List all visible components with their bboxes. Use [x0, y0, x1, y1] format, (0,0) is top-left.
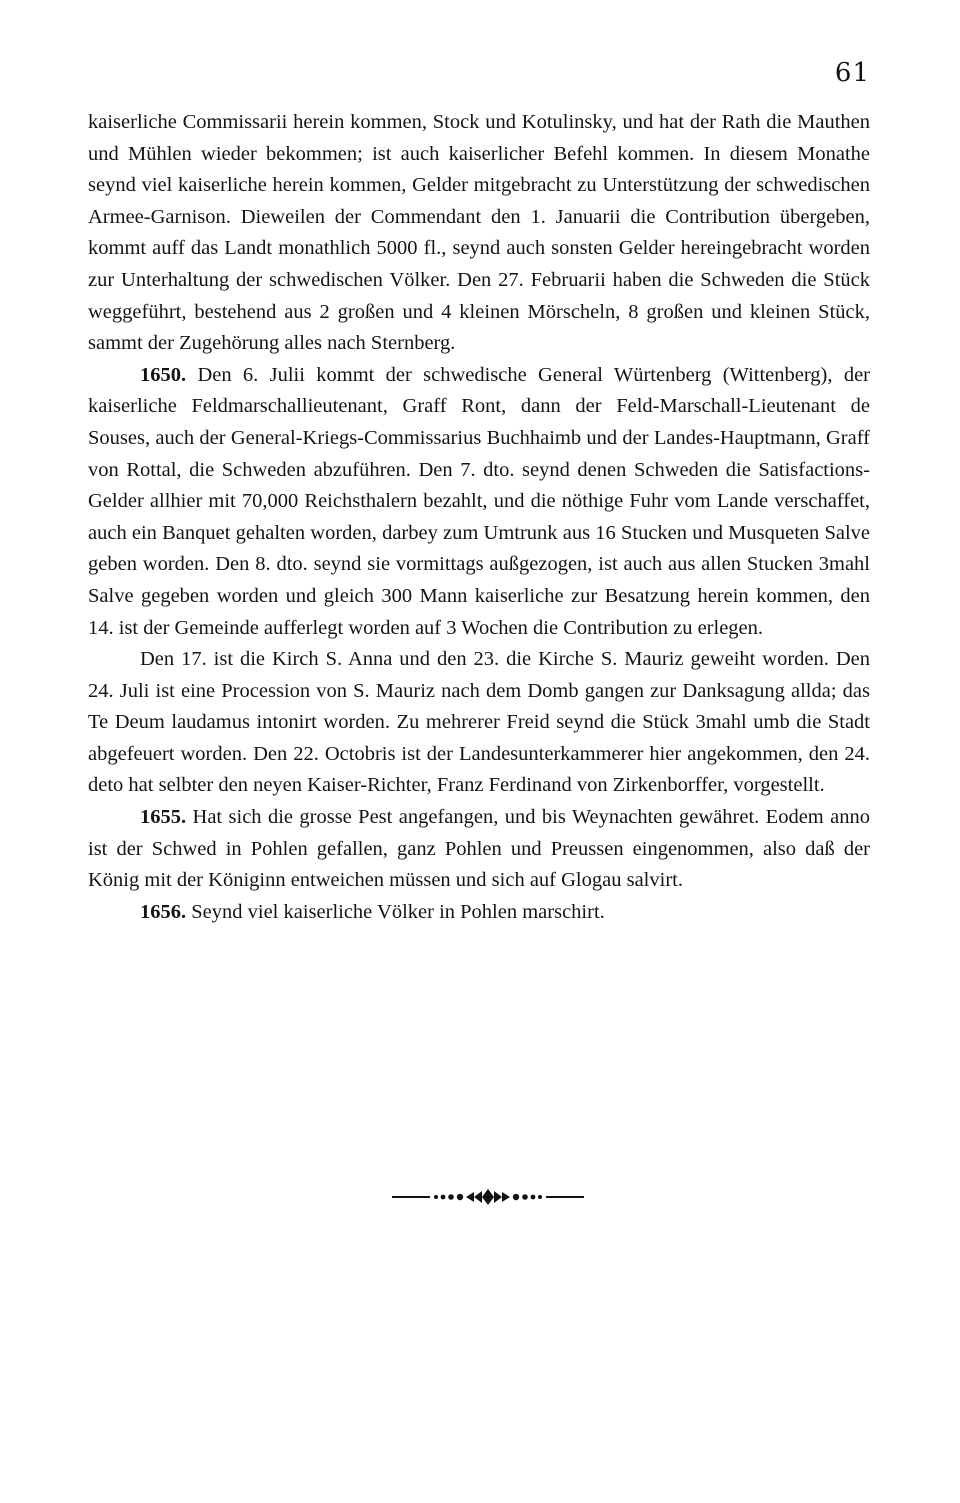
paragraph-text: Seynd viel kaiserliche Völker in Pohlen marschirt.: [191, 900, 605, 923]
page-number: 61: [834, 58, 870, 88]
paragraph: [88, 802, 870, 897]
paragraph-text: Den 17. ist die Kirch S. Anna und den 23. die Kirche S. Mauriz geweiht worden. Den 24. Juli ist eine Procession von S. Mauriz nach dem Domb gangen zur Danksagung allda; das Te Deum laudamus intonirt worden. Zu mehrerer Freid seynd die Stück 3mahl umb die Stadt abgefeuert worden. Den 22. Octobris ist der Landesunterkammerer hier angekommen, den 24. deto hat selbter den neyen Kaiser-Richter, Franz Ferdinand von Zirkenborffer, vorgestellt.: [88, 648, 870, 797]
paragraph: [88, 644, 870, 802]
paragraph: [88, 897, 870, 929]
body-text: [88, 107, 870, 928]
decorative-rule-icon: [390, 1187, 586, 1207]
paragraph-text: Den 6. Julii kommt der schwedische General Würtenberg (Wittenberg), der kaiserliche Feldmarschallieutenant, Graff Ront, dann der Feld-Marschall-Lieutenant de Souses, auch der General-Kriegs-Commissarius Buchhaimb und der Landes-Hauptmann, Graff von Rottal, die Schweden abzuführen. Den 7. dto. seynd denen Schweden die Satisfactions-Gelder allhier mit 70,000 Reichsthalern bezahlt, und die nöthige Fuhr vom Lande verschaffet, auch ein Banquet gehalten worden, darbey zum Umtrunk aus 16 Stucken und Musqueten Salve geben worden. Den 8. dto. seynd sie vormittags außgezogen, ist auch aus allen Stucken 3mahl Salve gegeben worden und gleich 300 Mann kaiserliche zur Besatzung herein kommen, den 14. ist der Gemeinde aufferlegt worden auf 3 Wochen die Contribution zu erlegen.: [88, 363, 871, 639]
year-heading: 1655.: [140, 806, 187, 829]
paragraph-text: kaiserliche Commissarii herein kommen, Stock und Kotulinsky, und hat der Rath die Mauthen und Mühlen wieder bekommen; ist auch kaiserlicher Befehl kommen. In diesem Monathe seynd viel kaiserliche herein kommen, Gelder mitgebracht zu Unterstützung der schwedischen Armee-Garnison. Dieweilen der Commendant den 1. Januarii die Contribution übergeben, kommt auff das Landt monathlich 5000 fl., seynd auch sonsten Gelder hereingebracht worden zur Unterhaltung der schwedischen Völker. Den 27. Februarii haben die Schweden die Stück weggeführt, bestehend aus 2 großen und 4 kleinen Mörscheln, 8 großen und kleinen Stück, sammt der Zugehörung alles nach Sternberg.: [88, 111, 870, 355]
year-heading: 1650.: [140, 363, 187, 386]
paragraph-text: Hat sich die grosse Pest angefangen, und bis Weynachten gewähret. Eodem anno ist der Schwed in Pohlen gefallen, ganz Pohlen und Preussen eingenommen, also daß der König mit der Königinn entweichen müssen und sich auf Glogau salvirt.: [88, 806, 870, 892]
paragraph: [88, 107, 870, 360]
paragraph: [88, 360, 870, 644]
year-heading: 1656.: [140, 900, 187, 923]
